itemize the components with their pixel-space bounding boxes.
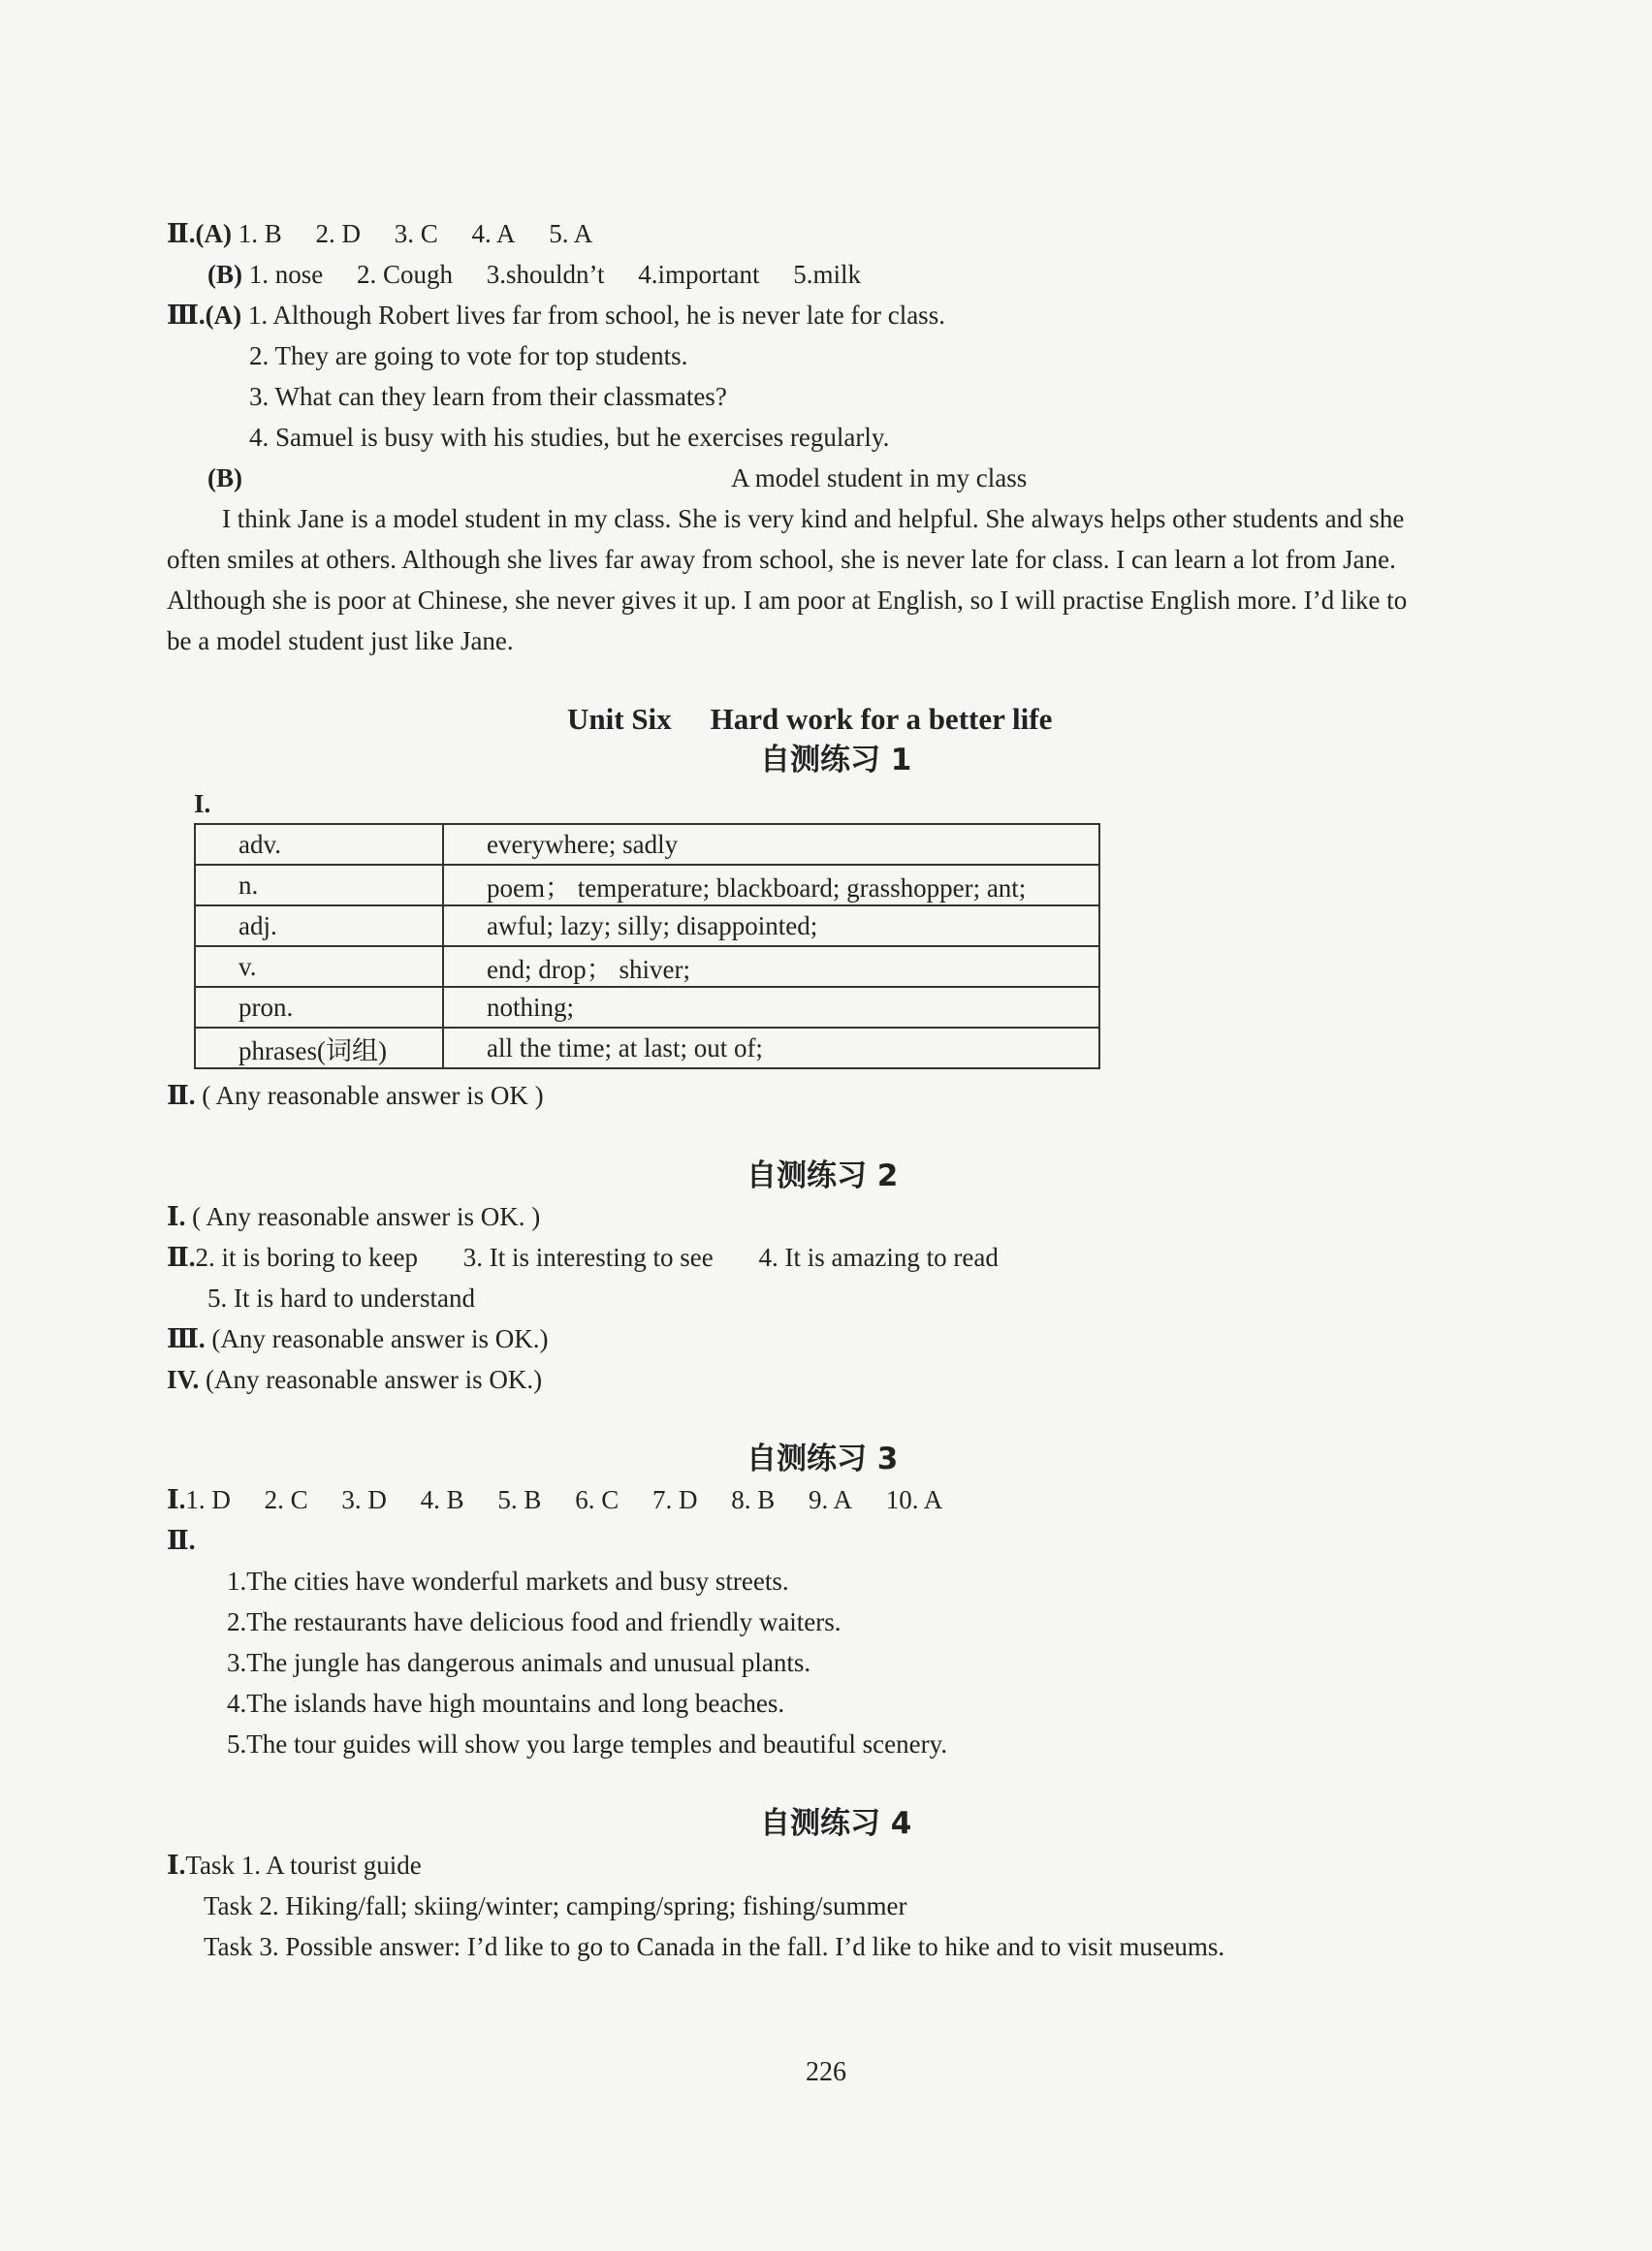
table-cell-words: poem； temperature; blackboard; grasshopper; ant;: [443, 865, 1099, 905]
exercise-4-heading: 自测练习 4: [760, 1806, 912, 1841]
answer: 3. D: [341, 1485, 387, 1514]
section-number: Ⅰ.: [167, 1851, 186, 1880]
unit-title: [567, 700, 1052, 739]
exercise-2-section-4: [167, 1363, 542, 1396]
section-number: Ⅱ.: [167, 219, 196, 248]
answer: 1. D: [185, 1485, 231, 1514]
answer: 3. It is interesting to see: [462, 1243, 714, 1272]
section-number: IV.: [167, 1365, 200, 1394]
exercise-1-heading: 自测练习 1: [760, 743, 912, 777]
answer-sentence: 4. Samuel is busy with his studies, but he exercises regularly.: [249, 423, 890, 452]
essay-line: often smiles at others. Although she lives far away from school, she is never late for class. I can learn a lot from Jane.: [167, 545, 1396, 574]
answer: 5. A: [549, 219, 593, 248]
table-cell-pos: pron.: [195, 987, 443, 1028]
answer-sentence: 3. What can they learn from their classmates?: [249, 382, 727, 411]
section-number: Ⅱ.: [167, 1243, 196, 1272]
part-label: (A): [205, 301, 242, 330]
unit-number: Unit Six: [567, 702, 672, 736]
answer: 10. A: [885, 1485, 943, 1514]
essay-line: be a model student just like Jane.: [167, 626, 514, 655]
exercise-3-section-1: [167, 1483, 942, 1516]
section-3-line-1: [167, 299, 945, 332]
answer: 5. It is hard to understand: [207, 1284, 475, 1313]
table-cell-words: all the time; at last; out of;: [443, 1028, 1099, 1068]
exercise-4-section-1: [167, 1849, 422, 1882]
section-number: Ⅲ.: [167, 1324, 206, 1353]
answer: 5. B: [497, 1485, 542, 1514]
section-number: Ⅰ.: [167, 1485, 186, 1514]
answer: 4. A: [471, 219, 516, 248]
answer: 4.important: [638, 260, 760, 289]
exercise-2-heading: 自测练习 2: [747, 1158, 899, 1193]
part-label: (B): [207, 260, 242, 289]
section-2-answers-a: [167, 217, 592, 250]
task-answer: Task 3. Possible answer: I’d like to go to Canada in the fall. I’d like to hike and to visit museums.: [204, 1932, 1225, 1961]
answer-note: ( Any reasonable answer is OK ): [202, 1081, 544, 1110]
answer: 4. It is amazing to read: [758, 1243, 999, 1272]
exercise-2-section-2: [167, 1241, 999, 1274]
answer: 2. it is boring to keep: [195, 1243, 418, 1272]
answer: 8. B: [731, 1485, 776, 1514]
table-row: [195, 1028, 1099, 1068]
essay-line: Although she is poor at Chinese, she never gives it up. I am poor at English, so I will practise English more. I’d like to: [167, 586, 1408, 615]
answer-sentence: 2. They are going to vote for top students.: [249, 341, 688, 370]
answer-sentence: 5.The tour guides will show you large temples and beautiful scenery.: [227, 1729, 948, 1759]
answer-note: (Any reasonable answer is OK.): [206, 1365, 543, 1394]
answer-sentence: 2.The restaurants have delicious food and friendly waiters.: [227, 1607, 842, 1636]
answer: 2. Cough: [357, 260, 454, 289]
table-cell-words: nothing;: [443, 987, 1099, 1028]
table-cell-pos: adv.: [195, 824, 443, 865]
table-cell-words: everywhere; sadly: [443, 824, 1099, 865]
essay-title: A model student in my class: [731, 463, 1028, 492]
table-cell-words: end; drop； shiver;: [443, 946, 1099, 987]
answer: 4. B: [420, 1485, 464, 1514]
part-label: (B): [207, 463, 242, 492]
answer-sentence: 3.The jungle has dangerous animals and unusual plants.: [227, 1648, 811, 1677]
answer-note: ( Any reasonable answer is OK. ): [192, 1202, 541, 1231]
table-cell-words: awful; lazy; silly; disappointed;: [443, 905, 1099, 946]
answer: 1. nose: [248, 260, 324, 289]
section-2-answers-b: [207, 258, 861, 291]
answer: 1. B: [238, 219, 282, 248]
part-label: (A): [195, 219, 232, 248]
unit-subtitle: Hard work for a better life: [710, 702, 1053, 736]
essay-line: I think Jane is a model student in my class. She is very kind and helpful. She always helps other students and she: [222, 504, 1405, 533]
answer: 6. C: [575, 1485, 620, 1514]
section-number: I.: [194, 789, 211, 818]
answer: 2. D: [315, 219, 362, 248]
section-number: Ⅱ.: [167, 1081, 196, 1110]
section-number: Ⅰ.: [167, 1202, 186, 1231]
task-answer: Task 1. A tourist guide: [185, 1851, 422, 1880]
page-number: 226: [806, 2057, 846, 2087]
section-number: Ⅲ.: [167, 301, 206, 330]
answer: 3. C: [394, 219, 438, 248]
answer: 7. D: [651, 1485, 698, 1514]
answer-sentence: 4.The islands have high mountains and long beaches.: [227, 1689, 785, 1718]
exercise-2-section-3: [167, 1322, 549, 1355]
answer-sentence: 1. Although Robert lives far from school, he is never late for class.: [247, 301, 945, 330]
table-cell-pos: adj.: [195, 905, 443, 946]
table-row: [195, 905, 1099, 946]
table-row: [195, 987, 1099, 1028]
answer: 2. C: [264, 1485, 308, 1514]
answer: 3.shouldn’t: [486, 260, 605, 289]
exercise-3-heading: 自测练习 3: [747, 1442, 899, 1476]
table-row: [195, 865, 1099, 905]
answer: 5.milk: [793, 260, 862, 289]
task-answer: Task 2. Hiking/fall; skiing/winter; camping/spring; fishing/summer: [204, 1891, 907, 1920]
table-row: [195, 824, 1099, 865]
table-cell-pos: phrases(词组): [195, 1028, 443, 1068]
table-cell-pos: v.: [195, 946, 443, 987]
answer: 9. A: [808, 1485, 852, 1514]
answer-sentence: 1.The cities have wonderful markets and busy streets.: [227, 1567, 789, 1596]
section-number: Ⅱ.: [167, 1526, 196, 1555]
word-class-table: [194, 823, 1100, 1069]
table-row: [195, 946, 1099, 987]
table-cell-pos: n.: [195, 865, 443, 905]
exercise-2-section-1: [167, 1200, 540, 1233]
exercise-1-section-2: [167, 1079, 544, 1112]
answer-note: (Any reasonable answer is OK.): [211, 1324, 549, 1353]
